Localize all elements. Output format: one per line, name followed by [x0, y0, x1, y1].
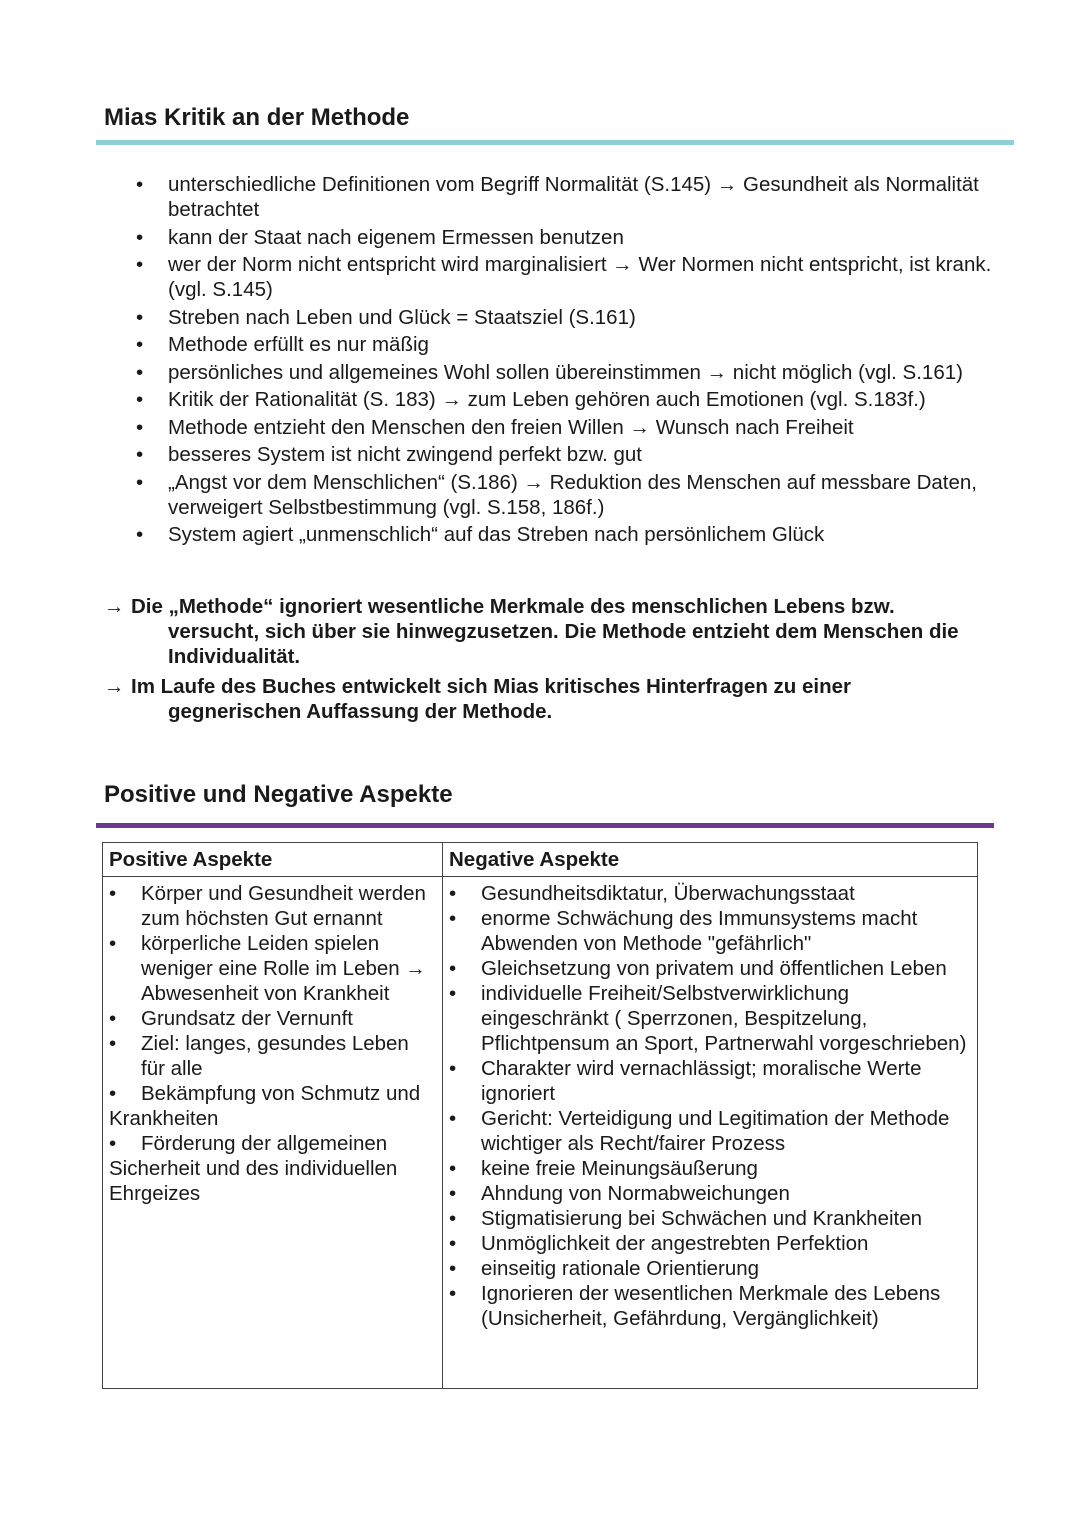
bullet-icon: •	[109, 1132, 117, 1155]
conclusion-line: Im Laufe des Buches entwickelt sich Mias kritisches Hinterfragen zu einer	[131, 675, 852, 698]
arrow-icon: →	[104, 595, 125, 618]
conclusion-line: Die „Methode“ ignoriert wesentliche Merkmale des menschlichen Lebens bzw.	[131, 595, 895, 618]
list-item: • Charakter wird vernachlässigt; moralische Werte ignoriert	[449, 1056, 971, 1106]
list-item: • Streben nach Leben und Glück = Staatsziel (S.161)	[136, 305, 996, 330]
list-item: • Gesundheitsdiktatur, Überwachungsstaat	[449, 881, 971, 906]
conclusion-item	[104, 674, 984, 724]
conclusion-item	[104, 594, 984, 669]
section-rule-aspects	[96, 823, 994, 828]
list-item: • Grundsatz der Vernunft	[109, 1006, 436, 1031]
list-item: • Ahndung von Normabweichungen	[449, 1181, 971, 1206]
header-positive: Positive Aspekte	[103, 843, 443, 877]
list-item: • Körper und Gesundheit werden zum höchsten Gut ernannt	[109, 881, 436, 931]
list-item: • Gericht: Verteidigung und Legitimation der Methode wichtiger als Recht/fairer Prozess	[449, 1106, 971, 1156]
list-item: • persönliches und allgemeines Wohl sollen übereinstimmen → nicht möglich (vgl. S.161)	[136, 360, 996, 385]
conclusion-continuation: gegnerischen Auffassung der Methode.	[168, 700, 553, 723]
list-item: • Methode entzieht den Menschen den freien Willen → Wunsch nach Freiheit	[136, 415, 996, 440]
negative-list	[449, 881, 971, 1331]
list-item: • einseitig rationale Orientierung	[449, 1256, 971, 1281]
header-negative: Negative Aspekte	[443, 843, 978, 877]
conclusions	[104, 594, 984, 729]
table-row	[103, 877, 978, 1389]
list-item: • besseres System ist nicht zwingend perfekt bzw. gut	[136, 442, 996, 467]
list-item: • keine freie Meinungsäußerung	[449, 1156, 971, 1181]
section-title-aspects: Positive und Negative Aspekte	[104, 781, 453, 808]
critique-list	[136, 172, 996, 550]
list-item: • Methode erfüllt es nur mäßig	[136, 332, 996, 357]
list-item: • unterschiedliche Definitionen vom Begriff Normalität (S.145) → Gesundheit als Normalität betrachtet	[136, 172, 996, 222]
positive-cell	[103, 877, 443, 1389]
list-item: • Gleichsetzung von privatem und öffentlichen Leben	[449, 956, 971, 981]
negative-cell	[443, 877, 978, 1389]
list-item: • Kritik der Rationalität (S. 183) → zum Leben gehören auch Emotionen (vgl. S.183f.)	[136, 387, 996, 412]
list-item: • Ignorieren der wesentlichen Merkmale des Lebens (Unsicherheit, Gefährdung, Vergänglichkeit)	[449, 1281, 971, 1331]
table-header-row	[103, 843, 978, 877]
list-item: • Unmöglichkeit der angestrebten Perfektion	[449, 1231, 971, 1256]
list-item: • System agiert „unmenschlich“ auf das Streben nach persönlichem Glück	[136, 522, 996, 547]
list-item: • Ziel: langes, gesundes Leben für alle	[109, 1031, 436, 1081]
section-title-critique: Mias Kritik an der Methode	[104, 104, 410, 131]
list-item: • körperliche Leiden spielen weniger eine Rolle im Leben → Abwesenheit von Krankheit	[109, 931, 436, 1006]
list-item	[109, 1131, 436, 1206]
list-item	[109, 1081, 436, 1131]
aspects-table	[102, 842, 978, 1389]
section-rule-critique	[96, 140, 1014, 145]
list-item: • Stigmatisierung bei Schwächen und Krankheiten	[449, 1206, 971, 1231]
list-item: • wer der Norm nicht entspricht wird marginalisiert → Wer Normen nicht entspricht, ist krank. (vgl. S.145)	[136, 252, 996, 302]
list-item: • enorme Schwächung des Immunsystems macht Abwenden von Methode "gefährlich"	[449, 906, 971, 956]
list-item: • kann der Staat nach eigenem Ermessen benutzen	[136, 225, 996, 250]
bullet-icon: •	[109, 1082, 117, 1105]
positive-plain-list	[109, 1081, 436, 1206]
conclusion-continuation: versucht, sich über sie hinwegzusetzen. Die Methode entzieht dem Menschen die Individualität.	[168, 620, 959, 668]
list-item-text: Förderung der allgemeinen Sicherheit und des individuellen Ehrgeizes	[109, 1132, 398, 1205]
positive-list	[109, 881, 436, 1081]
list-item: • individuelle Freiheit/Selbstverwirklichung eingeschränkt ( Sperrzonen, Bespitzelung, Pflichtpensum an Sport, Partnerwahl vorgeschrieben)	[449, 981, 971, 1056]
list-item: • „Angst vor dem Menschlichen“ (S.186) → Reduktion des Menschen auf messbare Daten, verweigert Selbstbestimmung (vgl. S.158, 186f.)	[136, 470, 996, 520]
arrow-icon: →	[104, 675, 125, 698]
list-item-text: Bekämpfung von Schmutz und Krankheiten	[109, 1082, 421, 1130]
